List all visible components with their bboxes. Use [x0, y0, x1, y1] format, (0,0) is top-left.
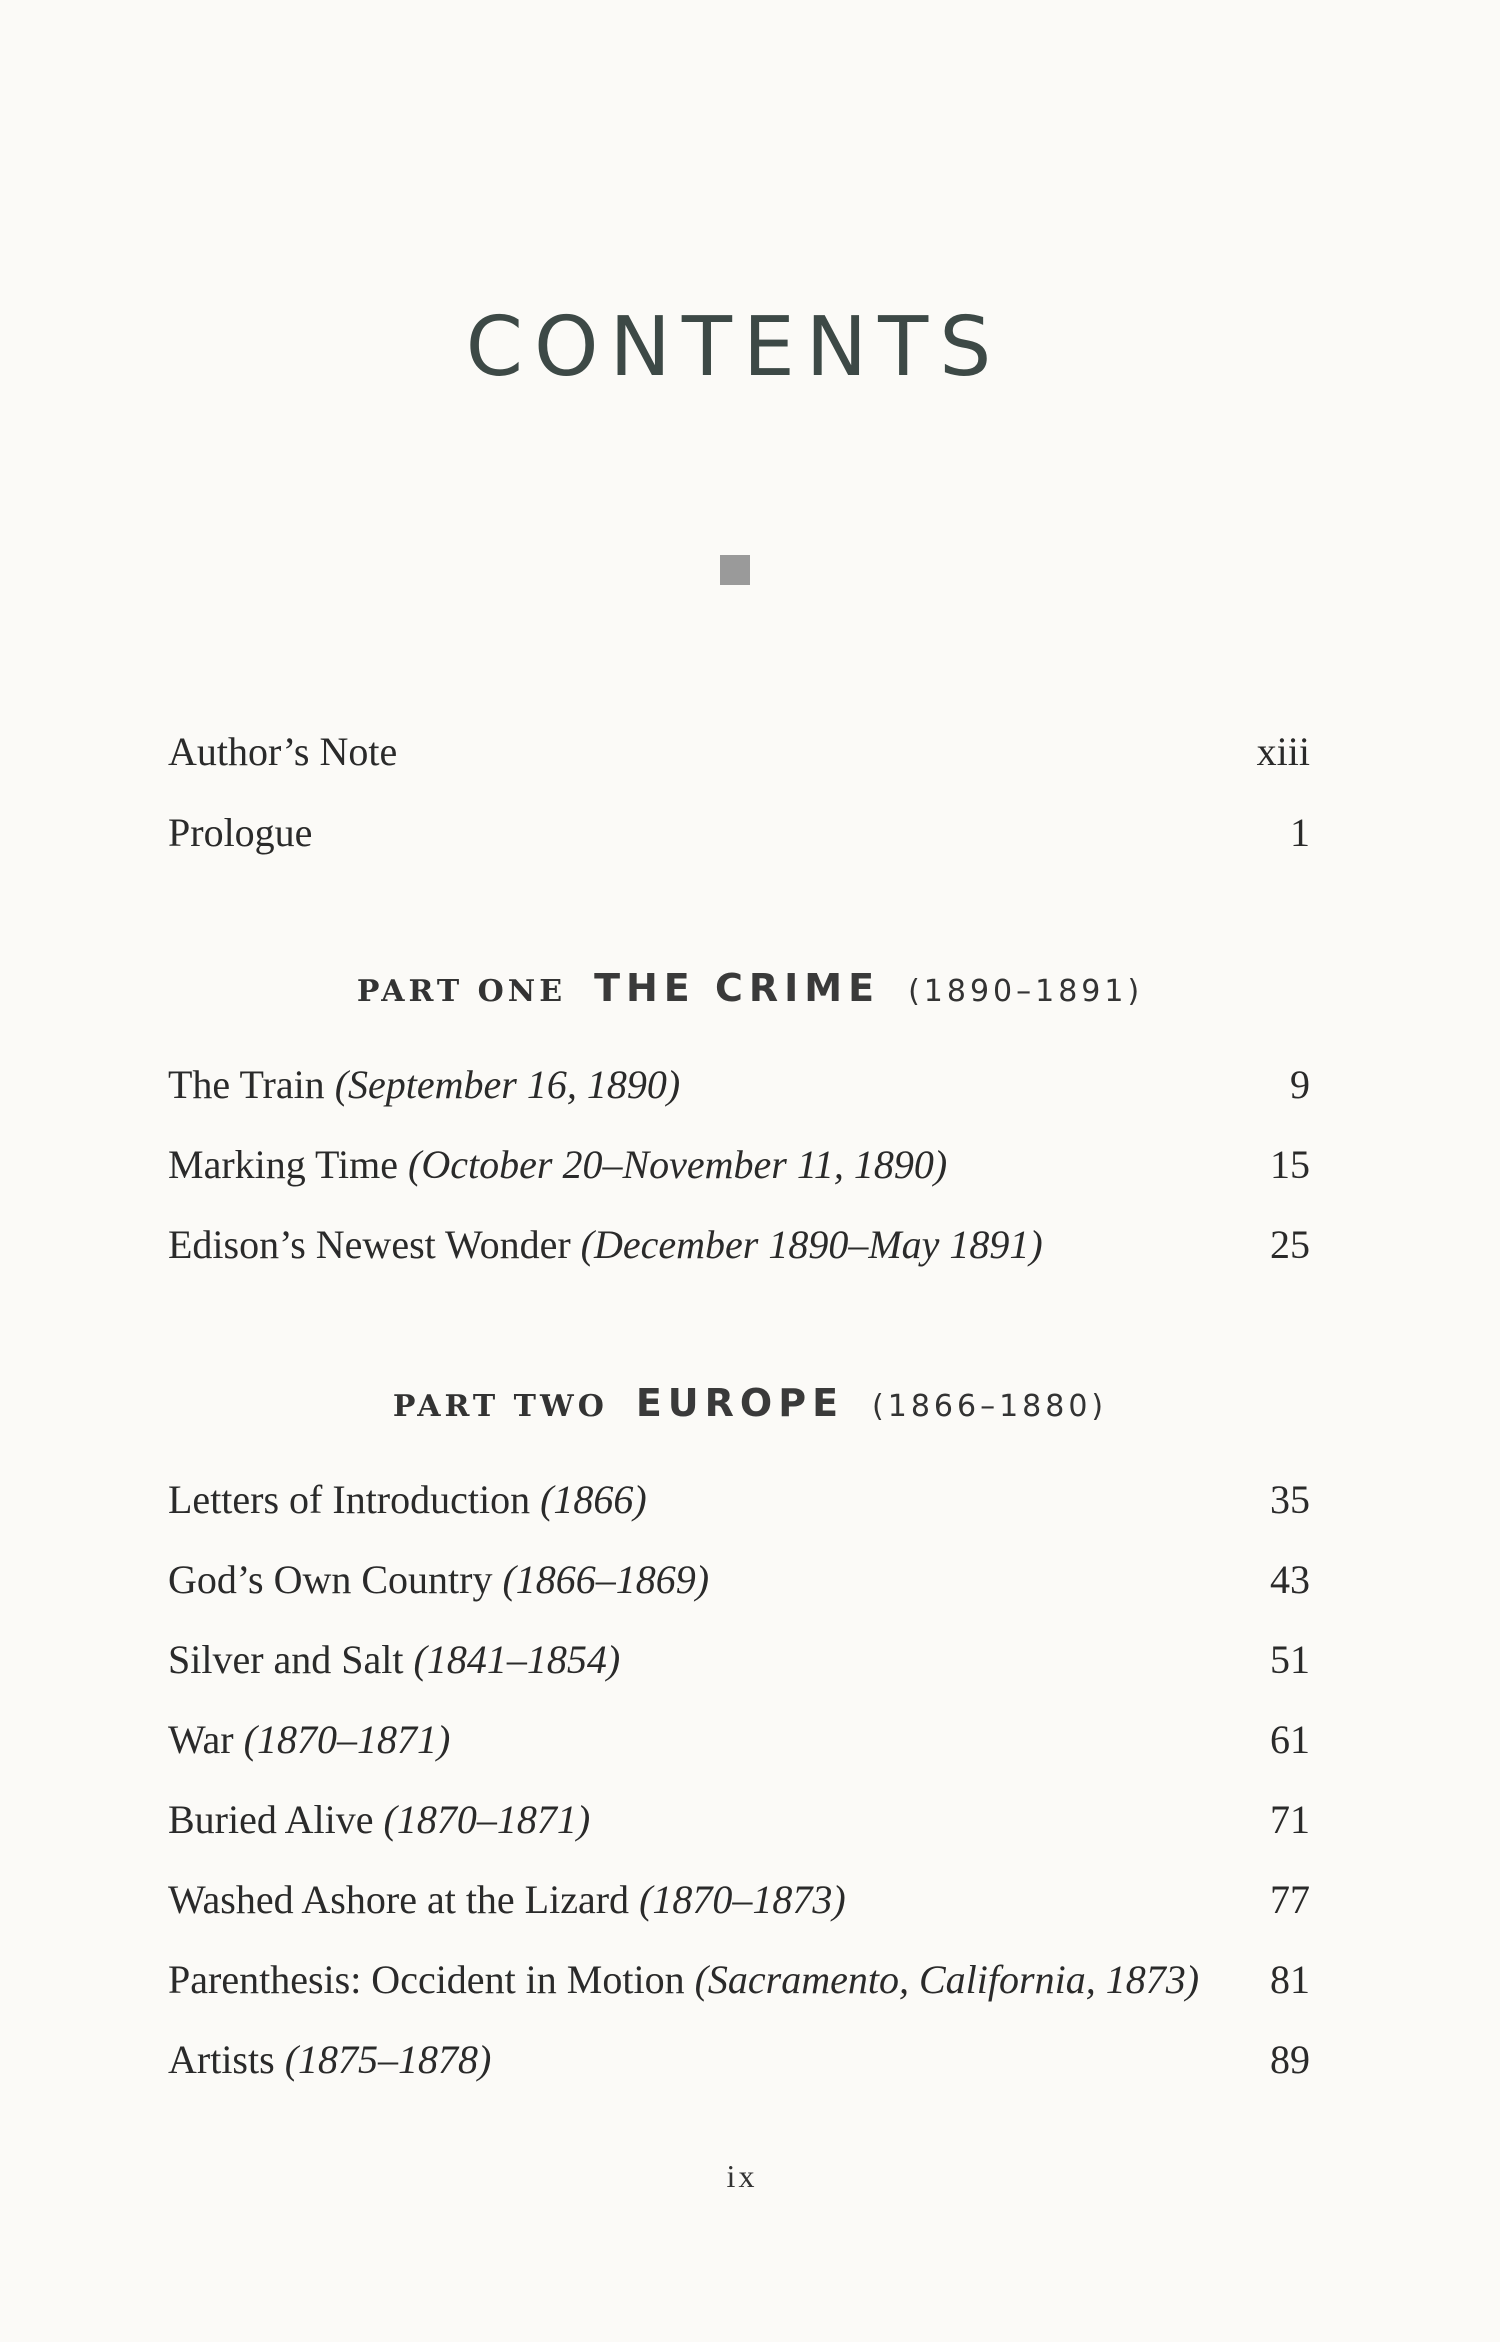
ornament-square-icon [720, 555, 750, 585]
part-name: EUROPE [635, 1381, 845, 1425]
part-heading-two [0, 1373, 1500, 1433]
toc-entry-dates: (1870–1873) [639, 1877, 846, 1922]
toc-entry-title: Marking Time (October 20–November 11, 1890) [168, 1142, 948, 1187]
toc-entry-page: 77 [1270, 1877, 1310, 1922]
toc-entry-chapter[interactable] [0, 1055, 1500, 1115]
toc-entry-chapter[interactable] [0, 1470, 1500, 1530]
toc-entry-chapter[interactable] [0, 1630, 1500, 1690]
toc-entry-chapter[interactable] [0, 1215, 1500, 1275]
toc-entry-title: Washed Ashore at the Lizard (1870–1873) [168, 1877, 846, 1922]
toc-entry-page: 71 [1270, 1797, 1310, 1842]
toc-entry-title: The Train (September 16, 1890) [168, 1062, 681, 1107]
toc-entry-page: 9 [1290, 1062, 1310, 1107]
toc-entry-title: Buried Alive (1870–1871) [168, 1797, 591, 1842]
toc-entry-dates: (1866–1869) [502, 1557, 710, 1602]
toc-entry-dates: (1866) [540, 1477, 647, 1522]
part-years: (1890–1891) [908, 974, 1144, 1009]
toc-entry-page: 43 [1270, 1557, 1310, 1602]
toc-entry-title: Author’s Note [168, 729, 398, 774]
toc-entry-chapter[interactable] [0, 1870, 1500, 1930]
part-heading-one [0, 958, 1500, 1018]
toc-entry-title: God’s Own Country (1866–1869) [168, 1557, 710, 1602]
page-number: ix [726, 2158, 758, 2194]
part-label: PART TWO [392, 1389, 608, 1424]
toc-entry-authors-note[interactable] [0, 722, 1500, 782]
toc-entry-page: 15 [1270, 1142, 1310, 1187]
toc-entry-dates: (December 1890–May 1891) [580, 1222, 1043, 1267]
part-years: (1866–1880) [872, 1389, 1108, 1424]
toc-entry-title: Prologue [168, 810, 313, 855]
part-name: THE CRIME [594, 966, 881, 1010]
toc-entry-page: xiii [1256, 729, 1310, 774]
toc-entry-dates: (1870–1871) [243, 1717, 451, 1762]
toc-entry-prologue[interactable] [0, 803, 1500, 863]
toc-entry-page: 35 [1270, 1477, 1310, 1522]
toc-entry-dates: (1875–1878) [284, 2037, 492, 2082]
toc-entry-page: 51 [1270, 1637, 1310, 1682]
toc-entry-chapter[interactable] [0, 1950, 1500, 2010]
toc-entry-chapter[interactable] [0, 2030, 1500, 2090]
toc-entry-dates: (1870–1871) [383, 1797, 591, 1842]
toc-entry-chapter[interactable] [0, 1135, 1500, 1195]
toc-entry-page: 81 [1270, 1957, 1310, 2002]
toc-entry-dates: (1841–1854) [413, 1637, 621, 1682]
toc-entry-chapter[interactable] [0, 1710, 1500, 1770]
toc-entry-title: Silver and Salt (1841–1854) [168, 1637, 621, 1682]
toc-entry-title: Artists (1875–1878) [168, 2037, 492, 2082]
toc-entry-chapter[interactable] [0, 1550, 1500, 1610]
toc-entry-chapter[interactable] [0, 1790, 1500, 1850]
toc-entry-page: 1 [1290, 810, 1310, 855]
toc-entry-title: War (1870–1871) [168, 1717, 451, 1762]
toc-entry-title: Edison’s Newest Wonder (December 1890–May 1891) [168, 1222, 1043, 1267]
toc-entry-title: Parenthesis: Occident in Motion (Sacramento, California, 1873) [168, 1957, 1200, 2002]
toc-entry-title: Letters of Introduction (1866) [168, 1477, 647, 1522]
toc-entry-page: 25 [1270, 1222, 1310, 1267]
toc-entry-page: 61 [1270, 1717, 1310, 1762]
toc-entry-dates: (September 16, 1890) [334, 1062, 681, 1107]
toc-entry-dates: (October 20–November 11, 1890) [408, 1142, 948, 1187]
part-label: PART ONE [356, 974, 567, 1009]
page-title: CONTENTS [465, 300, 1003, 395]
toc-entry-dates: (Sacramento, California, 1873) [694, 1957, 1200, 2002]
toc-entry-page: 89 [1270, 2037, 1310, 2082]
